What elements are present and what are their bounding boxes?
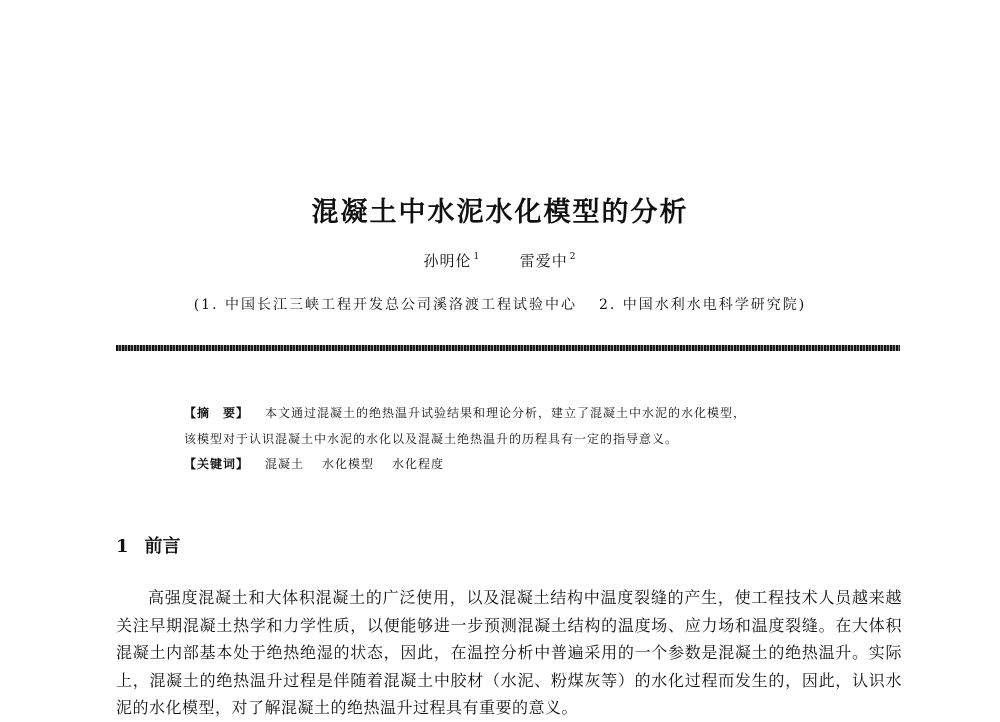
keyword: 水化模型 bbox=[322, 457, 375, 471]
separator-rule bbox=[116, 345, 900, 351]
section-title: 前言 bbox=[144, 536, 181, 557]
section-heading bbox=[116, 532, 181, 558]
author-affiliation-mark: 2 bbox=[569, 252, 577, 262]
authors-line bbox=[0, 250, 1000, 271]
author-name: 雷爱中 bbox=[519, 252, 568, 270]
abstract-text-1: 本文通过混凝土的绝热温升试验结果和理论分析，建立了混凝土中水泥的水化模型， bbox=[265, 406, 747, 420]
author-affiliation-mark: 1 bbox=[473, 252, 481, 262]
keyword: 水化程度 bbox=[392, 457, 445, 471]
paper-title: 混凝土中水泥水化模型的分析 bbox=[311, 197, 689, 228]
author-name: 孙明伦 bbox=[423, 252, 472, 270]
affiliation-2: 2. 中国水利水电科学研究院) bbox=[599, 297, 807, 313]
affiliation-1: (1. 中国长江三峡工程开发总公司溪洛渡工程试验中心 bbox=[193, 297, 577, 313]
abstract-line-2 bbox=[184, 430, 864, 447]
abstract-line-1 bbox=[184, 404, 864, 421]
section-number: 1 bbox=[116, 536, 129, 557]
body-paragraph: 高强度混凝土和大体积混凝土的广泛使用，以及混凝土结构中温度裂缝的产生，使工程技术人员越来越关注早期混凝土热学和力学性质，以便能够进一步预测混凝土结构的温度场、应力场和温度裂缝。在大体积混凝土内部基本处于绝热绝湿的状态，因此，在温控分析中普遍采用的一个参数是混凝土的绝热温升。实际上，混凝土的绝热温升过程是伴随着混凝土中胶材（水泥、粉煤灰等）的水化过程而发生的，因此，认识水泥的水化模型，对了解混凝土的绝热温升过程具有重要的意义。 bbox=[116, 588, 902, 717]
affiliations-line bbox=[0, 294, 1000, 314]
keywords-label: 【关键词】 bbox=[184, 457, 250, 471]
abstract-label: 【摘 要】 bbox=[184, 406, 250, 420]
keyword: 混凝土 bbox=[265, 457, 305, 471]
abstract-text-2: 该模型对于认识混凝土中水泥的水化以及混凝土绝热温升的历程具有一定的指导意义。 bbox=[184, 432, 679, 446]
keywords-line bbox=[184, 455, 864, 472]
